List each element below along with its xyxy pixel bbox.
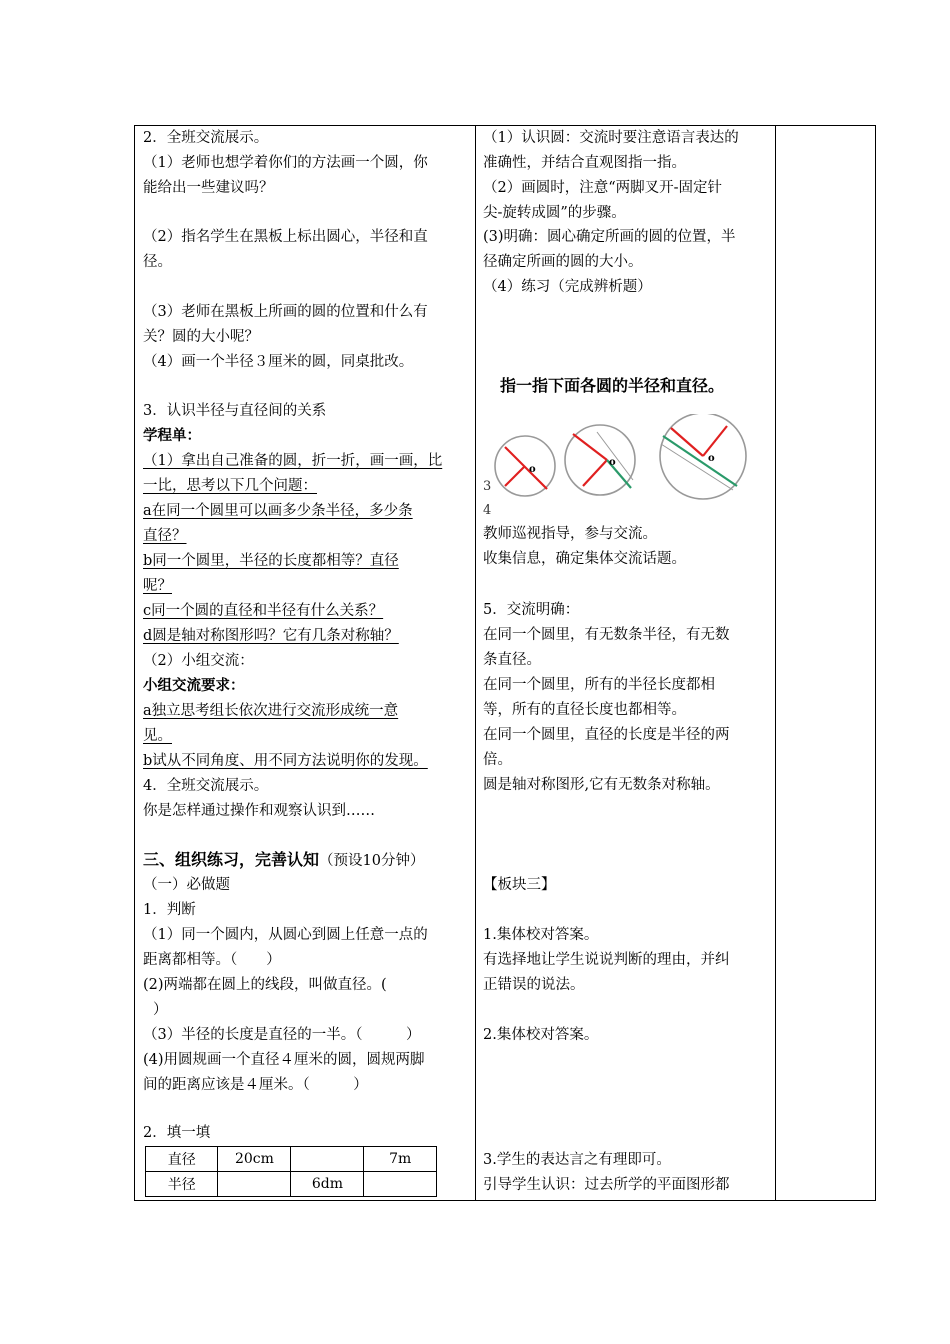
section-heading: 三、组织练习，完善认知（预设10分钟） <box>143 850 425 869</box>
text-line: 2.集体校对答案。 <box>483 1027 599 1043</box>
text-line: 有选择地让学生说说判断的理由，并纠 <box>483 952 730 968</box>
fill-in-table <box>145 1146 437 1197</box>
text-line: （2）画圆时，注意“两脚叉开-固定针 <box>483 180 723 196</box>
text-line: (2)两端都在圆上的线段，叫做直径。( <box>143 977 387 993</box>
svg-text:o: o <box>529 464 536 475</box>
text-line: b试从不同角度、用不同方法说明你的发现。 <box>143 753 428 769</box>
text-line: (3)明确：圆心确定所画的圆的位置，半 <box>483 229 736 245</box>
text-line: 在同一个圆里，有无数条半径，有无数 <box>483 627 730 643</box>
text-line: 呢？ <box>143 578 172 594</box>
circle-2 <box>565 425 635 495</box>
text-line: 3．认识半径与直径间的关系 <box>143 403 327 419</box>
table-cell: 直径 <box>146 1147 218 1172</box>
text-line: 径确定所画的圆的大小。 <box>483 254 643 270</box>
text-line: （4）练习（完成辨析题） <box>483 279 652 295</box>
text-line: c同一个圆的直径和半径有什么关系？ <box>143 603 384 619</box>
table-cell <box>291 1147 364 1172</box>
left-column <box>135 126 475 1200</box>
text-line: 见。 <box>143 728 172 744</box>
text-line: 引导学生认识：过去所学的平面图形都 <box>483 1177 730 1193</box>
text-line: 在同一个圆里，直径的长度是半径的两 <box>483 727 730 743</box>
text-line: 你是怎样通过操作和观察认识到…… <box>143 803 375 819</box>
text-line: b同一个圆里，半径的长度都相等？直径 <box>143 553 399 569</box>
text-line: （4）画一个半径３厘米的圆，同桌批改。 <box>143 354 414 370</box>
circle-1 <box>495 436 555 496</box>
circle-figure <box>475 414 775 509</box>
text-line: （1）拿出自己准备的圆，折一折，画一画，比 <box>143 453 443 469</box>
text-line: 直径？ <box>143 528 187 544</box>
text-line: 等，所有的直径长度也都相等。 <box>483 702 686 718</box>
text-line: 正错误的说法。 <box>483 977 585 993</box>
text-line: 能给出一些建议吗？ <box>143 180 274 196</box>
text-line: 5．交流明确： <box>483 602 580 618</box>
table-cell <box>218 1172 291 1197</box>
text-line: （3）半径的长度是直径的一半。（ ） <box>143 1027 421 1043</box>
text-line: 间的距离应该是４厘米。（ ） <box>143 1077 368 1093</box>
text-line: 一比，思考以下几个问题： <box>143 478 317 494</box>
table-row <box>146 1147 437 1172</box>
text-line: (4)用圆规画一个直径４厘米的圆，圆规两脚 <box>143 1052 425 1068</box>
text-line: 关？圆的大小呢？ <box>143 329 259 345</box>
text-line: 2．全班交流展示。 <box>143 130 269 146</box>
text-line: （1）同一个圆内，从圆心到圆上任意一点的 <box>143 927 428 943</box>
text-line: 条直径。 <box>483 652 541 668</box>
table-cell: 20cm <box>218 1147 291 1172</box>
text-line: 倍。 <box>483 752 512 768</box>
table-cell: 半径 <box>146 1172 218 1197</box>
text-line: 教师巡视指导，参与交流。 <box>483 526 657 542</box>
text-line: 【板块三】 <box>483 877 556 893</box>
text-line: 距离都相等。（ ） <box>143 952 281 968</box>
text-line: （一）必做题 <box>143 877 230 893</box>
middle-column <box>475 126 775 1200</box>
text-line: 1.集体校对答案。 <box>483 927 599 943</box>
text-line: a在同一个圆里可以画多少条半径，多少条 <box>143 503 413 519</box>
figure-title: 指一指下面各圆的半径和直径。 <box>500 376 725 395</box>
text-line: a独立思考组长依次进行交流形成统一意 <box>143 703 399 719</box>
text-line: 4．全班交流展示。 <box>143 778 269 794</box>
svg-text:o: o <box>609 457 616 468</box>
edge-mark: 4 <box>483 503 492 518</box>
text-line: 3.学生的表达言之有理即可。 <box>483 1152 671 1168</box>
text-line: 尖-旋转成圆”的步骤。 <box>483 205 626 221</box>
text-line: （3）老师在黑板上所画的圆的位置和什么有 <box>143 304 428 320</box>
table-cell: 7m <box>364 1147 437 1172</box>
text-line: 学程单： <box>143 427 201 444</box>
text-line: 收集信息，确定集体交流话题。 <box>483 551 686 567</box>
text-line: （2）指名学生在黑板上标出圆心，半径和直 <box>143 229 428 245</box>
text-line: （1）认识圆：交流时要注意语言表达的 <box>483 130 739 146</box>
lesson-table <box>134 125 876 1201</box>
table-cell: 6dm <box>291 1172 364 1197</box>
text-line: 在同一个圆里，所有的半径长度都相 <box>483 677 715 693</box>
text-line: （2）小组交流： <box>143 653 254 669</box>
table-row <box>146 1172 437 1197</box>
text-line: 准确性，并结合直观图指一指。 <box>483 155 686 171</box>
text-line: ） <box>153 1002 168 1018</box>
text-line: 径。 <box>143 254 172 270</box>
text-line: 圆是轴对称图形,它有无数条对称轴。 <box>483 777 720 793</box>
svg-text:o: o <box>708 453 715 464</box>
right-column <box>775 126 875 1200</box>
text-line: d圆是轴对称图形吗？它有几条对称轴？ <box>143 628 399 644</box>
text-line: 2．填一填 <box>143 1125 211 1141</box>
table-cell <box>364 1172 437 1197</box>
text-line: 1．判断 <box>143 902 196 918</box>
text-line: 小组交流要求： <box>143 677 245 694</box>
edge-mark: 3 <box>483 479 492 494</box>
text-line: （1）老师也想学着你们的方法画一个圆，你 <box>143 155 428 171</box>
circle-3 <box>660 414 746 499</box>
